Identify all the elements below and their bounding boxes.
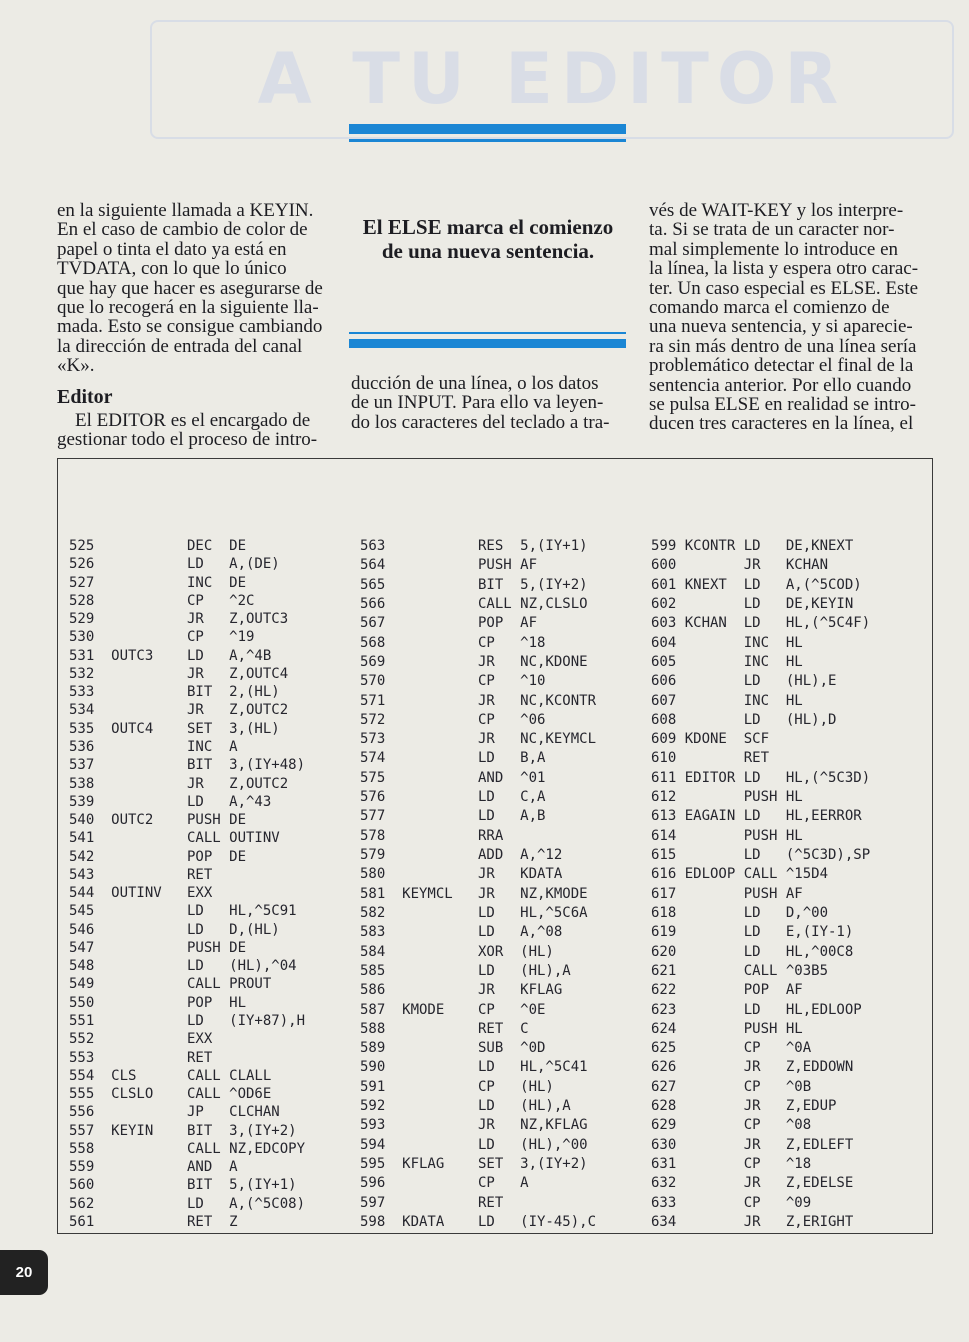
- text-line: ra sin más dentro de una línea sería: [649, 335, 917, 357]
- code-line: 633 CP ^09: [651, 1195, 812, 1211]
- text-line: TVDATA, con lo que lo único: [57, 258, 287, 280]
- code-line: 589 SUB ^0D: [360, 1040, 546, 1056]
- text-line: El EDITOR es el encargado de: [75, 410, 311, 432]
- code-line: 594 LD (HL),^00: [360, 1137, 588, 1153]
- code-line: 605 INC HL: [651, 654, 803, 670]
- col1-paragraph-2: [57, 411, 329, 450]
- code-line: 615 LD (^5C3D),SP: [651, 847, 871, 863]
- code-line: 527 INC DE: [69, 575, 247, 591]
- code-line: 631 CP ^18: [651, 1156, 812, 1172]
- column-3: [649, 201, 924, 434]
- code-line: 578 RRA: [360, 828, 504, 844]
- code-line: 629 CP ^08: [651, 1117, 812, 1133]
- code-line: 597 RET: [360, 1195, 504, 1211]
- code-line: 528 CP ^2C: [69, 593, 255, 609]
- code-line: 582 LD HL,^5C6A: [360, 905, 588, 921]
- masthead-ghost-title: A TU EDITOR: [150, 20, 954, 139]
- code-line: 593 JR NZ,KFLAG: [360, 1117, 588, 1133]
- code-line: 559 AND A: [69, 1159, 238, 1175]
- code-line: 540 OUTC2 PUSH DE: [69, 812, 247, 828]
- code-line: 590 LD HL,^5C41: [360, 1059, 588, 1075]
- subheading-editor: Editor: [57, 385, 113, 408]
- code-line: 553 RET: [69, 1050, 213, 1066]
- column-1: [57, 201, 329, 450]
- code-line: 584 XOR (HL): [360, 944, 554, 960]
- code-line: 526 LD A,(DE): [69, 556, 280, 572]
- code-line: 585 LD (HL),A: [360, 963, 571, 979]
- code-line: 549 CALL PROUT: [69, 976, 272, 992]
- code-line: 620 LD HL,^00C8: [651, 944, 854, 960]
- code-line: 617 PUSH AF: [651, 886, 803, 902]
- code-line: 555 CLSLO CALL ^OD6E: [69, 1086, 272, 1102]
- text-line: mal simplemente lo introduce en: [649, 238, 899, 260]
- code-line: 599 KCONTR LD DE,KNEXT: [651, 538, 854, 554]
- code-line: 602 LD DE,KEYIN: [651, 596, 854, 612]
- code-line: 624 PUSH HL: [651, 1021, 803, 1037]
- code-line: 600 JR KCHAN: [651, 557, 829, 573]
- code-line: 626 JR Z,EDDOWN: [651, 1059, 854, 1075]
- text-line: se pulsa ELSE en realidad se intro-: [649, 394, 916, 416]
- text-line: ducción de una línea, o los datos: [351, 373, 599, 394]
- code-line: 583 LD A,^08: [360, 924, 563, 940]
- mid-rule-thick: [349, 339, 626, 348]
- code-line: 634 JR Z,ERIGHT: [651, 1214, 854, 1230]
- code-line: 607 INC HL: [651, 693, 803, 709]
- code-line: 557 KEYIN BIT 3,(IY+2): [69, 1123, 297, 1139]
- code-line: 603 KCHAN LD HL,(^5C4F): [651, 615, 871, 631]
- code-line: 623 LD HL,EDLOOP: [651, 1002, 862, 1018]
- code-line: 529 JR Z,OUTC3: [69, 611, 289, 627]
- code-line: 546 LD D,(HL): [69, 922, 280, 938]
- code-line: 544 OUTINV EXX: [69, 885, 213, 901]
- code-line: 554 CLS CALL CLALL: [69, 1068, 272, 1084]
- code-line: 564 PUSH AF: [360, 557, 538, 573]
- code-line: 575 AND ^01: [360, 770, 546, 786]
- code-line: 595 KFLAG SET 3,(IY+2): [360, 1156, 588, 1172]
- code-line: 614 PUSH HL: [651, 828, 803, 844]
- code-line: 581 KEYMCL JR NZ,KMODE: [360, 886, 588, 902]
- code-line: 531 OUTC3 LD A,^4B: [69, 648, 272, 664]
- code-line: 612 PUSH HL: [651, 789, 803, 805]
- text-line: que hay que hacer es asegurarse de: [57, 277, 323, 299]
- text-line: ta. Si se trata de un caracter nor-: [649, 219, 895, 241]
- code-line: 547 PUSH DE: [69, 940, 247, 956]
- code-line: 556 JP CLCHAN: [69, 1104, 280, 1120]
- code-line: 570 CP ^10: [360, 673, 546, 689]
- code-line: 573 JR NC,KEYMCL: [360, 731, 597, 747]
- text-line: ter. Un caso especial es ELSE. Este: [649, 277, 919, 299]
- code-line: 563 RES 5,(IY+1): [360, 538, 588, 554]
- text-line: de un INPUT. Para ello va leyen-: [351, 392, 604, 414]
- page-number: 20: [0, 1250, 48, 1295]
- text-line: gestionar todo el proceso de intro-: [57, 429, 318, 451]
- text-line: la dirección de entrada del canal «K».: [57, 335, 303, 377]
- code-line: 542 POP DE: [69, 849, 247, 865]
- code-line: 621 CALL ^03B5: [651, 963, 829, 979]
- code-line: 577 LD A,B: [360, 808, 546, 824]
- code-line: 566 CALL NZ,CLSLO: [360, 596, 588, 612]
- code-line: 572 CP ^06: [360, 712, 546, 728]
- text-line: que lo recogerá en la siguiente lla-: [57, 297, 319, 319]
- code-line: 610 RET: [651, 750, 770, 766]
- column-2: [351, 374, 625, 432]
- text-line: do los caracteres del teclado a tra-: [351, 411, 610, 433]
- top-rule-thin: [349, 139, 626, 142]
- text-line: comando marca el comienzo de: [649, 297, 890, 319]
- code-line: 551 LD (IY+87),H: [69, 1013, 306, 1029]
- code-line: 574 LD B,A: [360, 750, 546, 766]
- code-line: 534 JR Z,OUTC2: [69, 702, 289, 718]
- text-line: la línea, la lista y espera otro carac-: [649, 258, 919, 280]
- code-line: 606 LD (HL),E: [651, 673, 837, 689]
- text-line: vés de WAIT-KEY y los interpre-: [649, 200, 904, 221]
- code-line: 537 BIT 3,(IY+48): [69, 757, 306, 773]
- code-line: 580 JR KDATA: [360, 866, 563, 882]
- code-line: 604 INC HL: [651, 635, 803, 651]
- code-line: 613 EAGAIN LD HL,EERROR: [651, 808, 862, 824]
- code-line: 601 KNEXT LD A,(^5COD): [651, 577, 862, 593]
- code-line: 552 EXX: [69, 1031, 213, 1047]
- code-line: 628 JR Z,EDUP: [651, 1098, 837, 1114]
- code-line: 538 JR Z,OUTC2: [69, 776, 289, 792]
- pullquote-heading: El ELSE marca el comienzo de una nueva sentencia.: [362, 215, 614, 263]
- code-line: 535 OUTC4 SET 3,(HL): [69, 721, 280, 737]
- code-line: 586 JR KFLAG: [360, 982, 563, 998]
- code-line: 596 CP A: [360, 1175, 529, 1191]
- code-line: 539 LD A,^43: [69, 794, 272, 810]
- text-line: papel o tinta el dato ya está en: [57, 238, 287, 260]
- text-line: en la siguiente llamada a KEYIN.: [57, 200, 314, 221]
- code-line: 558 CALL NZ,EDCOPY: [69, 1141, 306, 1157]
- col2-paragraph: [351, 374, 625, 432]
- code-line: 562 LD A,(^5C08): [69, 1196, 306, 1212]
- code-line: 630 JR Z,EDLEFT: [651, 1137, 854, 1153]
- code-line: 536 INC A: [69, 739, 238, 755]
- code-line: 530 CP ^19: [69, 629, 255, 645]
- mid-rule-thin: [349, 332, 626, 334]
- code-line: 627 CP ^0B: [651, 1079, 812, 1095]
- code-line: 611 EDITOR LD HL,(^5C3D): [651, 770, 871, 786]
- code-line: 591 CP (HL): [360, 1079, 554, 1095]
- code-line: 579 ADD A,^12: [360, 847, 563, 863]
- code-line: 525 DEC DE: [69, 538, 247, 554]
- code-line: 545 LD HL,^5C91: [69, 903, 297, 919]
- text-line: problemático detectar el final de la: [649, 355, 914, 377]
- code-line: 622 POP AF: [651, 982, 803, 998]
- code-line: 587 KMODE CP ^0E: [360, 1002, 546, 1018]
- text-line: una nueva sentencia, y si aparecie-: [649, 316, 913, 338]
- code-line: 598 KDATA LD (IY-45),C: [360, 1214, 597, 1230]
- code-line: 625 CP ^0A: [651, 1040, 812, 1056]
- code-line: 608 LD (HL),D: [651, 712, 837, 728]
- code-line: 565 BIT 5,(IY+2): [360, 577, 588, 593]
- code-line: 576 LD C,A: [360, 789, 546, 805]
- code-line: 609 KDONE SCF: [651, 731, 770, 747]
- code-line: 567 POP AF: [360, 615, 538, 631]
- code-line: 568 CP ^18: [360, 635, 546, 651]
- col3-paragraph: [649, 201, 924, 434]
- code-line: 618 LD D,^00: [651, 905, 829, 921]
- code-line: 571 JR NC,KCONTR: [360, 693, 597, 709]
- code-line: 532 JR Z,OUTC4: [69, 666, 289, 682]
- code-line: 592 LD (HL),A: [360, 1098, 571, 1114]
- code-line: 632 JR Z,EDELSE: [651, 1175, 854, 1191]
- code-line: 541 CALL OUTINV: [69, 830, 280, 846]
- code-line: 550 POP HL: [69, 995, 247, 1011]
- text-line: mada. Esto se consigue cambiando: [57, 316, 323, 338]
- col1-paragraph: [57, 201, 329, 376]
- text-line: sentencia anterior. Por ello cuando: [649, 374, 912, 396]
- code-line: 548 LD (HL),^04: [69, 958, 297, 974]
- code-line: 561 RET Z: [69, 1214, 238, 1230]
- code-line: 543 RET: [69, 867, 213, 883]
- text-line: ducen tres caracteres en la línea, el: [649, 413, 914, 435]
- text-line: En el caso de cambio de color de: [57, 219, 308, 241]
- code-line: 616 EDLOOP CALL ^15D4: [651, 866, 829, 882]
- code-line: 619 LD E,(IY-1): [651, 924, 854, 940]
- code-line: 533 BIT 2,(HL): [69, 684, 280, 700]
- code-line: 560 BIT 5,(IY+1): [69, 1177, 297, 1193]
- code-line: 569 JR NC,KDONE: [360, 654, 588, 670]
- top-rule-thick: [349, 124, 626, 134]
- code-line: 588 RET C: [360, 1021, 529, 1037]
